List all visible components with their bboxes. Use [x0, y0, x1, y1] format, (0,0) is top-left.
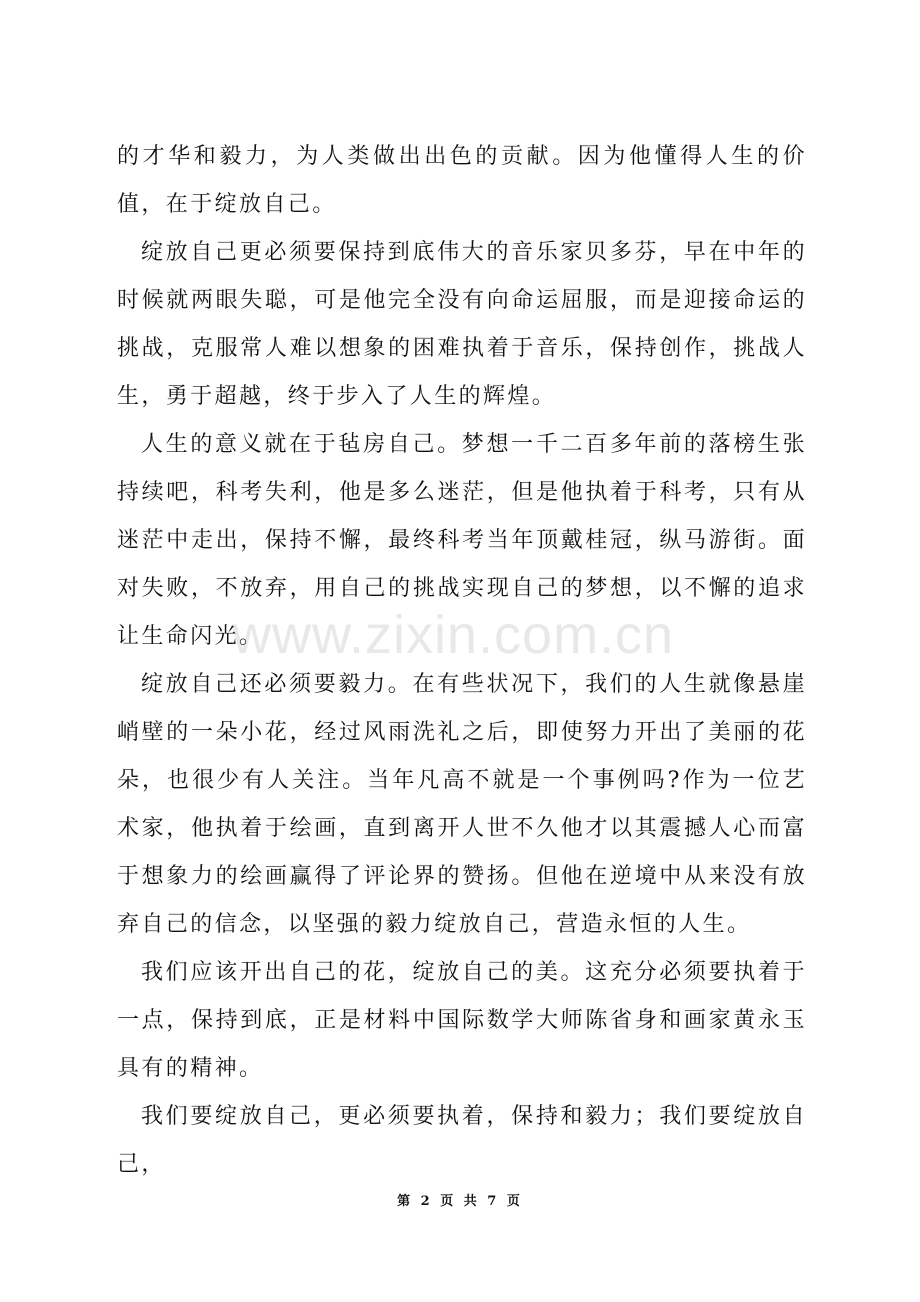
paragraph-2: 绽放自己更必须要保持到底伟大的音乐家贝多芬，早在中年的时候就两眼失聪，可是他完全没有向命运屈服，而是迎接命运的挑战，克服常人难以想象的困难执着于音乐，保持创作，挑战人生，勇于超越，终于步入了人生的辉煌。: [117, 240, 807, 409]
paragraph-5: 我们应该开出自己的花，绽放自己的美。这充分必须要执着于一点，保持到底，正是材料中国际数学大师陈省身和画家黄永玉具有的精神。: [117, 960, 807, 1081]
paragraph-3: 人生的意义就在于毡房自己。梦想一千二百多年前的落榜生张持续吧，科考失利，他是多么迷茫，但是他执着于科考，只有从迷茫中走出，保持不懈，最终科考当年顶戴桂冠，纵马游街。面对失败，不放弃，用自己的挑战实现自己的梦想，以不懈的追求让生命闪光。: [117, 432, 807, 649]
paragraph-6: 我们要绽放自己，更必须要执着，保持和毅力；我们要绽放自己，: [117, 1104, 807, 1177]
paragraph-4: 绽放自己还必须要毅力。在有些状况下，我们的人生就像悬崖峭壁的一朵小花，经过风雨洗礼之后，即使努力开出了美丽的花朵，也很少有人关注。当年凡高不就是一个事例吗?作为一位艺术家，他执着于绘画，直到离开人世不久他才以其震撼人心而富于想象力的绘画赢得了评论界的赞扬。但他在逆境中从来没有放弃自己的信念，以坚强的毅力绽放自己，营造永恒的人生。: [117, 672, 807, 937]
paragraph-1: 的才华和毅力，为人类做出出色的贡献。因为他懂得人生的价值，在于绽放自己。: [117, 144, 807, 217]
watermark-text: www.zixin.com.cn: [232, 605, 675, 665]
document-body: [117, 133, 807, 1189]
page-number-footer: 第 2 页 共 7 页: [397, 1194, 523, 1209]
